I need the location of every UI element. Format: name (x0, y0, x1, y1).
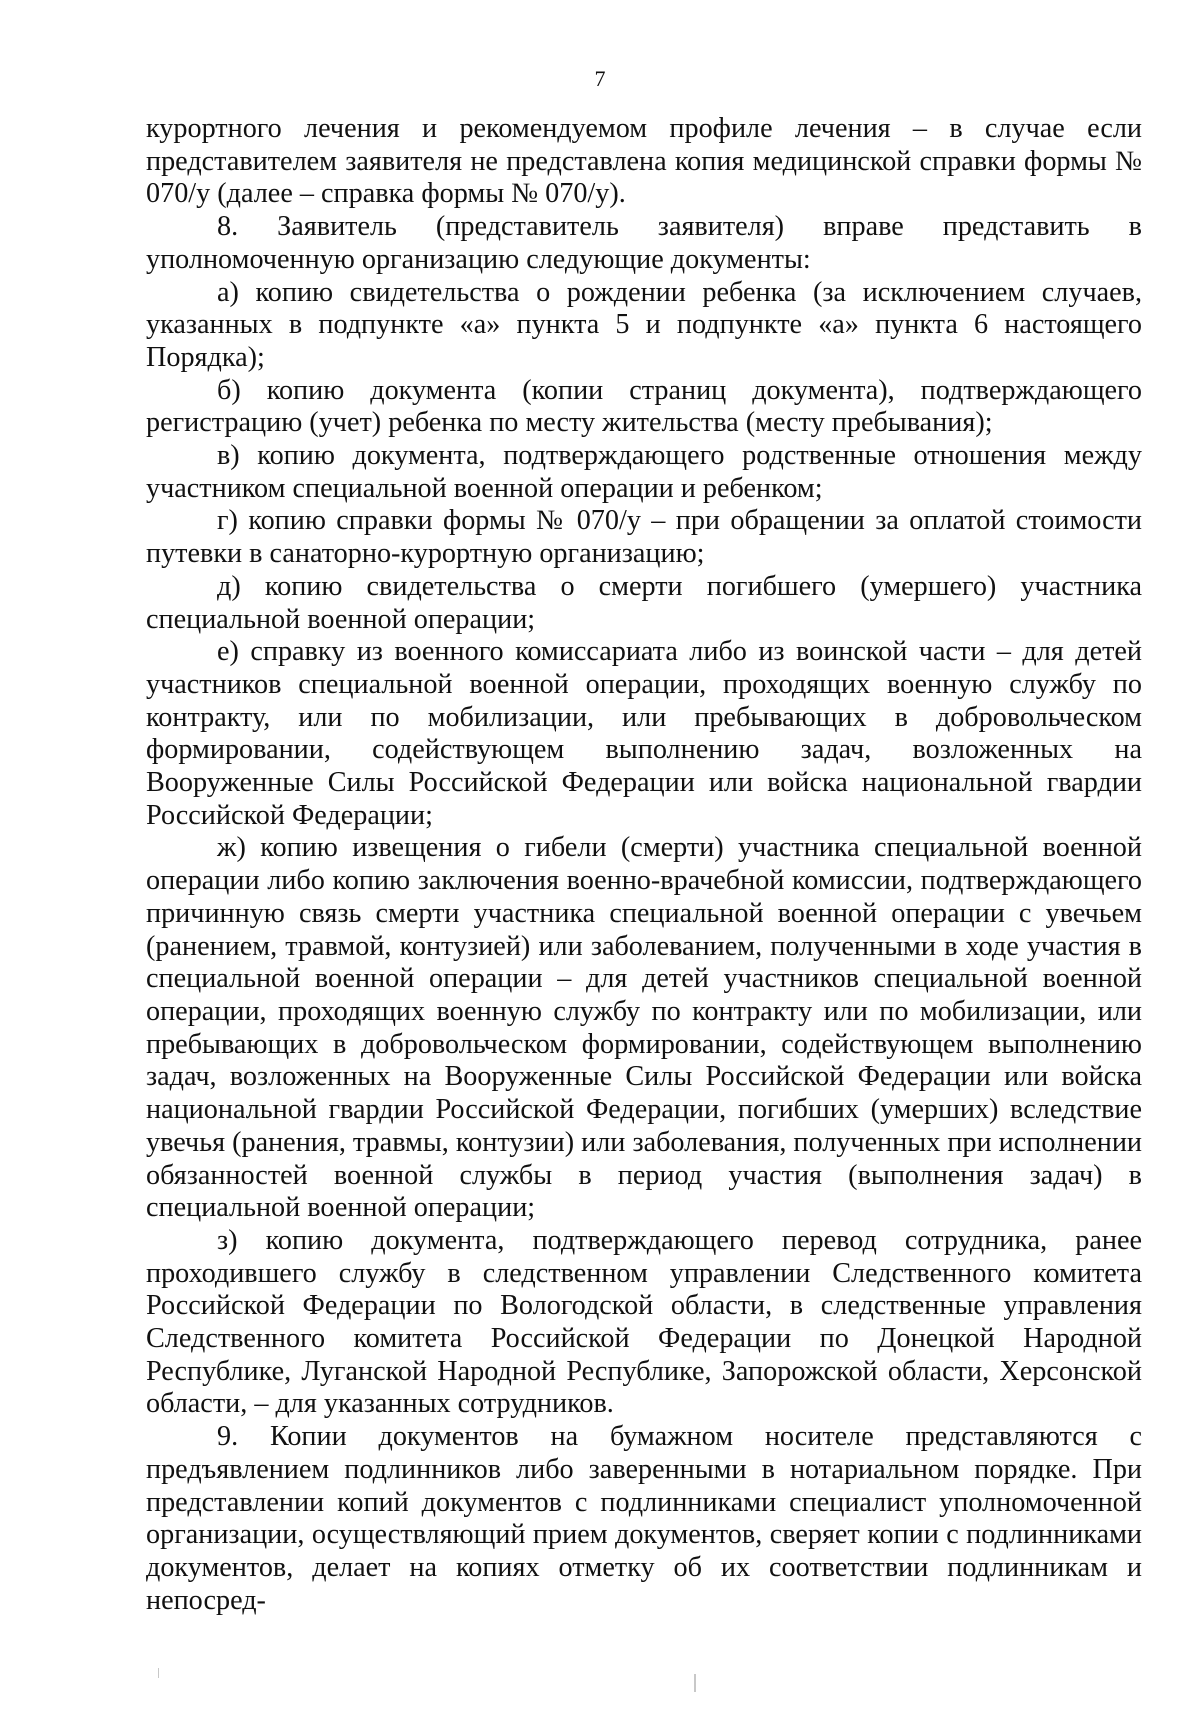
scan-mark (158, 1668, 159, 1678)
scan-mark (694, 1674, 696, 1692)
paragraph: г) копию справки формы № 070/у – при обращении за оплатой стоимости путевки в санаторно-курортную организацию; (146, 505, 1142, 570)
paragraph: курортного лечения и рекомендуемом профиле лечения – в случае если представителем заявителя не представлена копия медицинской справки формы № 070/у (далее – справка формы № 070/у). (146, 113, 1142, 210)
paragraph: з) копию документа, подтверждающего перевод сотрудника, ранее проходившего службу в следственном управлении Следственного комитета Российской Федерации по Вологодской области, в следственные управления Следственного комитета Российской Федерации по Донецкой Народной Республике, Луганской Народной Республике, Запорожской области, Херсонской области, – для указанных сотрудников. (146, 1224, 1142, 1420)
page-number: 7 (594, 66, 606, 91)
document-body (146, 113, 1142, 1617)
paragraph: 9. Копии документов на бумажном носителе представляются с предъявлением подлинников либо заверенными в нотариальном порядке. При представлении копий документов с подлинниками специалист уполномоченной организации, осуществляющий прием документов, сверяет копии с подлинниками документов, делает на копиях отметку об их соответствии подлинникам и непосред- (146, 1421, 1142, 1616)
paragraph: ж) копию извещения о гибели (смерти) участника специальной военной операции либо копию заключения военно-врачебной комиссии, подтверждающего причинную связь смерти участника специальной военной операции с увечьем (ранением, травмой, контузией) или заболеванием, полученными в ходе участия в специальной военной операции – для детей участников специальной военной операции, проходящих военную службу по контракту или по мобилизации, или пребывающих в добровольческом формировании, содействующем выполнению задач, возложенных на Вооруженные Силы Российской Федерации или войска национальной гвардии Российской Федерации, погибших (умерших) вследствие увечья (ранения, травмы, контузии) или заболевания, полученных при исполнении обязанностей военной службы в период участия (выполнения задач) в специальной военной операции; (146, 832, 1142, 1224)
paragraph: в) копию документа, подтверждающего родственные отношения между участником специальной военной операции и ребенком; (146, 440, 1142, 504)
paragraph: д) копию свидетельства о смерти погибшего (умершего) участника специальной военной операции; (146, 570, 1142, 635)
paragraph: 8. Заявитель (представитель заявителя) вправе представить в уполномоченную организацию следующие документы: (146, 211, 1142, 275)
paragraph: а) копию свидетельства о рождении ребенка (за исключением случаев, указанных в подпункте «а» пункта 5 и подпункте «а» пункта 6 настоящего Порядка); (146, 276, 1142, 373)
paragraph: е) справку из военного комиссариата либо из воинской части – для детей участников специальной военной операции, проходящих военную службу по контракту, или по мобилизации, или пребывающих в добровольческом формировании, содействующем выполнению задач, возложенных на Вооруженные Силы Российской Федерации или войска национальной гвардии Российской Федерации; (146, 636, 1142, 831)
paragraph: б) копию документа (копии страниц документа), подтверждающего регистрацию (учет) ребенка по месту жительства (месту пребывания); (146, 374, 1142, 439)
